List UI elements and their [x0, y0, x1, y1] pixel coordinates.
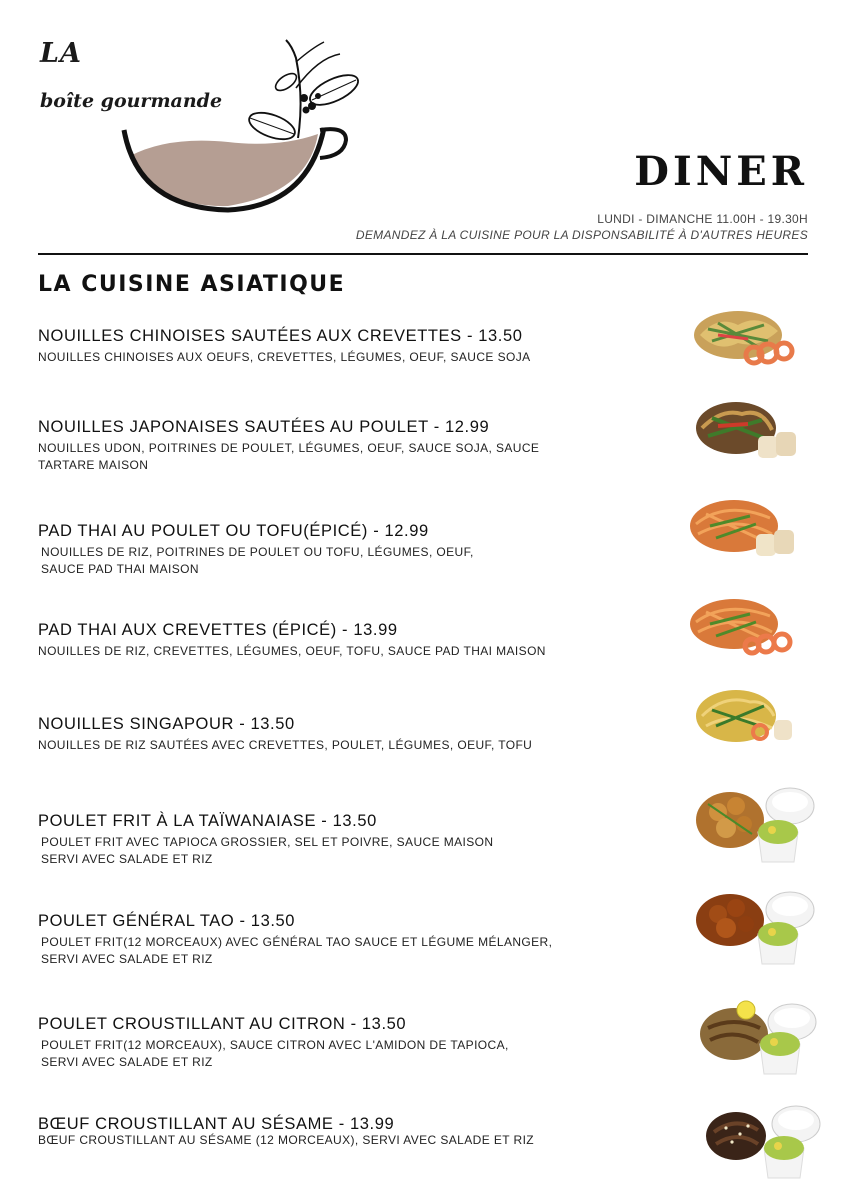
lemon-chicken-photo — [696, 994, 818, 1076]
opening-hours: LUNDI - DIMANCHE 11.00H - 19.30H — [597, 212, 808, 226]
taiwanese-chicken-photo — [694, 784, 816, 864]
item-description: POULET FRIT(12 MORCEAUX), SAUCE CITRON AVEC L'AMIDON DE TAPIOCA, SERVI AVEC SALADE ET RIZ — [41, 1038, 509, 1069]
divider — [38, 253, 808, 255]
item-description: NOUILLES DE RIZ, CREVETTES, LÉGUMES, OEUF, TOFU, SAUCE PAD THAI MAISON — [38, 644, 546, 658]
item-title: PAD THAI AUX CREVETTES (ÉPICÉ) - 13.99 — [38, 621, 398, 639]
item-description: BŒUF CROUSTILLANT AU SÉSAME (12 MORCEAUX), SERVI AVEC SALADE ET RIZ — [38, 1133, 535, 1147]
item-description: POULET FRIT AVEC TAPIOCA GROSSIER, SEL ET POIVRE, SAUCE MAISON SERVI AVEC SALADE ET RIZ — [41, 835, 494, 866]
menu-item — [38, 1015, 678, 1071]
item-description: NOUILLES DE RIZ, POITRINES DE POULET OU TOFU, LÉGUMES, OEUF, SAUCE PAD THAI MAISON — [41, 545, 474, 576]
menu-title: DINER — [634, 148, 808, 195]
item-title: NOUILLES SINGAPOUR - 13.50 — [38, 715, 295, 733]
menu-item — [38, 1115, 678, 1149]
item-title: NOUILLES CHINOISES SAUTÉES AUX CREVETTES - 13.50 — [38, 327, 523, 345]
item-title: POULET FRIT À LA TAÏWANAIASE - 13.50 — [38, 812, 377, 830]
item-description: NOUILLES CHINOISES AUX OEUFS, CREVETTES, LÉGUMES, OEUF, SAUCE SOJA — [38, 350, 531, 364]
singapore-noodles-photo — [694, 686, 806, 748]
logo-name: boîte gourmande — [40, 90, 223, 112]
menu-item — [38, 327, 678, 366]
item-title: BŒUF CROUSTILLANT AU SÉSAME - 13.99 — [38, 1115, 395, 1133]
menu-item — [38, 912, 678, 968]
menu-item — [38, 418, 678, 474]
general-tao-chicken-photo — [694, 884, 816, 966]
item-title: NOUILLES JAPONAISES SAUTÉES AU POULET - 12.99 — [38, 418, 490, 436]
section-title: LA CUISINE ASIATIQUE — [38, 272, 346, 297]
item-description: NOUILLES UDON, POITRINES DE POULET, LÉGUMES, OEUF, SAUCE SOJA, SAUCE TARTARE MAISON — [38, 441, 540, 472]
noodles-chicken-photo — [692, 396, 806, 462]
menu-item — [38, 715, 678, 754]
pad-thai-shrimp-photo — [686, 594, 804, 660]
pad-thai-chicken-photo — [686, 494, 804, 562]
sesame-beef-photo — [704, 1098, 822, 1180]
availability-note: DEMANDEZ À LA CUISINE POUR LA DISPONSABILITÉ À D'AUTRES HEURES — [355, 228, 808, 242]
menu-item — [38, 522, 678, 578]
item-description: NOUILLES DE RIZ SAUTÉES AVEC CREVETTES, POULET, LÉGUMES, OEUF, TOFU — [38, 738, 533, 752]
item-title: POULET CROUSTILLANT AU CITRON - 13.50 — [38, 1015, 407, 1033]
logo-la: LA — [40, 38, 82, 69]
item-title: POULET GÉNÉRAL TAO - 13.50 — [38, 912, 296, 930]
menu-item — [38, 812, 678, 868]
menu-item — [38, 621, 678, 660]
noodles-shrimp-photo — [688, 305, 804, 367]
item-description: POULET FRIT(12 MORCEAUX) AVEC GÉNÉRAL TAO SAUCE ET LÉGUME MÉLANGER, SERVI AVEC SALADE ET RIZ — [41, 935, 553, 966]
item-title: PAD THAI AU POULET OU TOFU(ÉPICÉ) - 12.99 — [38, 522, 429, 540]
